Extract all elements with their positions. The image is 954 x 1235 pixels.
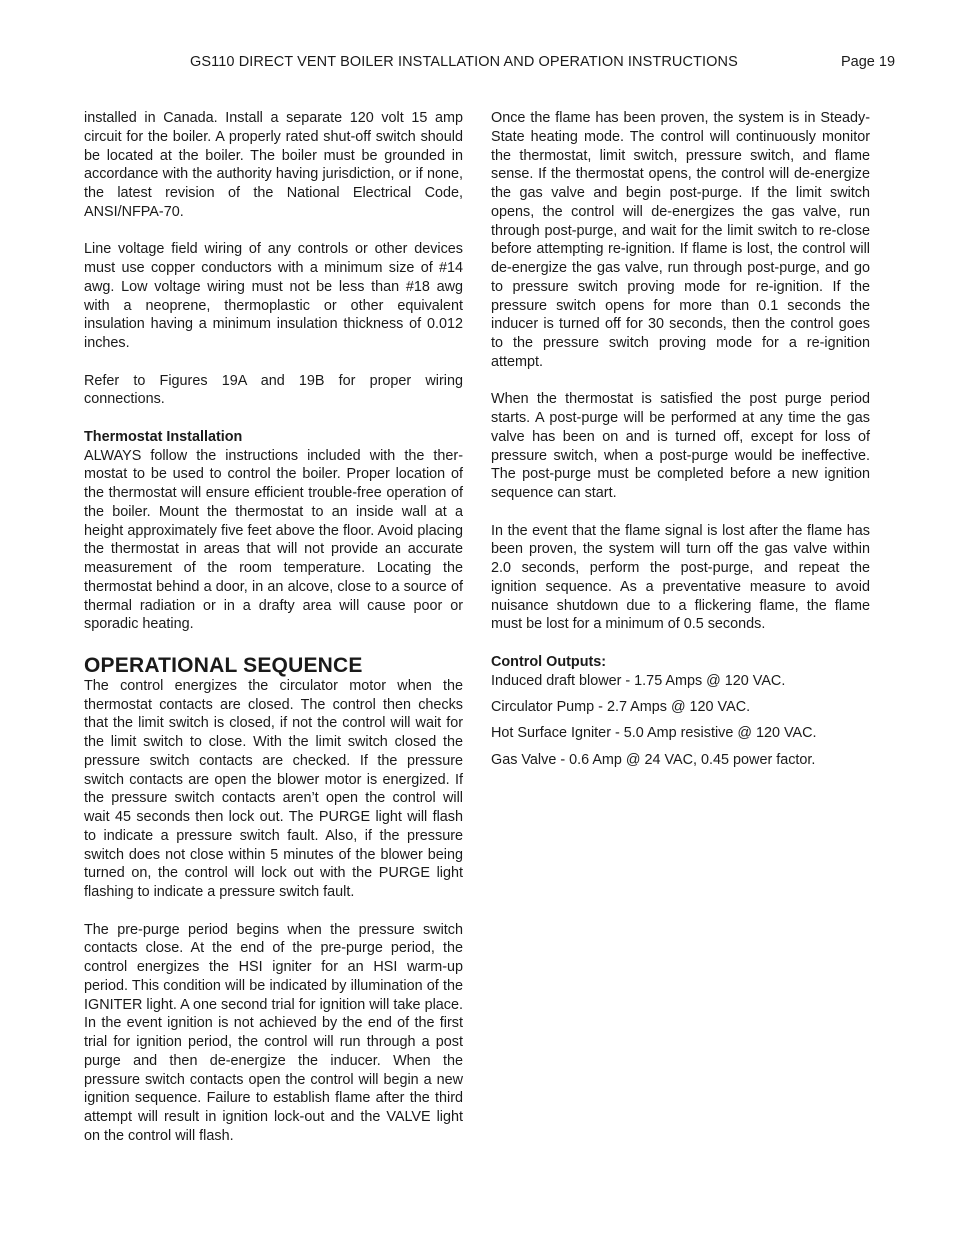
sequence-paragraph-2: The pre-purge period begins when the pressure switch contacts close. At the end of the pre-purge period, the control energizes the HSI igniter for an HSI warm-up period. This condition will be indicated by illumination of the IGNITER light. A one second trial for ignition will take place. In the event ignition is not achieved by the end of the first trial for ignition period, the control will run through a post purge and then de-energize the inducer. When the pressure switch contacts open the control will begin a new ignition sequence. Failure to establish flame after the third attempt will result in ignition lock-out and the VALVE light on the control will flash. bbox=[84, 921, 463, 1144]
output-item-circulator: Circulator Pump - 2.7 Amps @ 120 VAC. bbox=[491, 698, 751, 715]
left-column bbox=[84, 109, 463, 1164]
steady-state-paragraph: Once the flame has been proven, the system is in Steady-State heating mode. The control will continuously monitor the thermostat, limit switch, pressure switch, and flame sense. If the thermostat opens, the control will de-energize the gas valve and begin post-purge. If the limit switch opens, the control will de-energizes the gas valve, run through post-purge, and wait for the limit switch to re-close before attempting re-ignition. If flame is lost, the control will de-energize the gas valve, run through post-purge, and go to pressure switch proving mode for re-ignition. If the pressure switch opens for more than 0.1 seconds the inducer is turned off for 30 seconds, then the control goes to the pressure switch proving mode for a re-ignition attempt. bbox=[491, 110, 870, 370]
sequence-paragraph-1: The control energizes the circulator motor when the thermostat contacts are closed. The control then checks that the limit switch is closed, if not the control will wait for the limit switch to close. With the limit switch closed the pressure switch contacts are checked. If the pressure switch contacts are open the blower motor is energized. If the pressure switch contacts aren’t open the control will wait 45 seconds then lock out. The PURGE light will flash to indicate a pressure switch fault. Also, if the pressure switch does not close within 5 minutes of the blower being turned on, the control will lock out with the PURGE light flashing to indicate a pressure switch fault. bbox=[84, 677, 463, 900]
output-item-igniter: Hot Surface Igniter - 5.0 Amp resistive @ 120 VAC. bbox=[491, 725, 817, 742]
output-item-gas-valve: Gas Valve - 0.6 Amp @ 24 VAC, 0.45 power factor. bbox=[491, 751, 816, 768]
post-purge-paragraph: When the thermostat is satisfied the post purge period starts. A post-purge will be performed at any time the gas valve has been on and is turned off, except for loss of pressure switch, when a post-purge would be ineffective. The post-purge must be completed before a new ignition sequence can start. bbox=[491, 391, 870, 501]
wiring-paragraph-1: installed in Canada. Install a separate 120 volt 15 amp circuit for the boiler. A properly rated shut-off switch should be located at the boiler. The boiler must be grounded in accordance with the authority having jurisdiction, or if none, the latest revision of the National Electrical Code, ANSI/NFPA-70. bbox=[84, 110, 463, 220]
output-item-blower: Induced draft blower - 1.75 Amps @ 120 VAC. bbox=[491, 672, 786, 689]
wiring-paragraph-2: Line voltage field wiring of any controls or other devices must use copper conductors with a minimum size of #14 awg. Low voltage wiring must not be less than #18 awg with a neoprene, thermoplastic or other equivalent insulation having a minimum insulation thickness of 0.012 inches. bbox=[84, 241, 463, 351]
wiring-paragraph-3: Refer to Figures 19A and 19B for proper wiring connections. bbox=[84, 372, 463, 408]
document-header-title: GS110 DIRECT VENT BOILER INSTALLATION AND OPERATION INSTRUCTIONS bbox=[190, 54, 738, 70]
right-column bbox=[491, 109, 870, 777]
thermostat-heading: Thermostat Installation bbox=[84, 428, 243, 445]
operational-sequence-heading: OPERATIONAL SEQUENCE bbox=[84, 653, 363, 677]
page-number: Page 19 bbox=[841, 54, 896, 70]
control-outputs-heading: Control Outputs: bbox=[491, 653, 607, 670]
flame-loss-paragraph: In the event that the flame signal is lost after the flame has been proven, the system will turn off the gas valve within 2.0 seconds, perform the post-purge, and repeat the ignition sequence. As a preventative measure to avoid nuisance shutdown due to a flickering flame, the flame must be lost for a minimum of 0.5 seconds. bbox=[491, 522, 870, 633]
thermostat-paragraph: ALWAYS follow the instructions included with the thermostat to be used to control the boiler. Proper location of the thermostat will ensure efficient trouble-free operation of the boiler. Mount the thermostat to an inside wall at a height approximately five feet above the floor. Avoid placing the thermostat in areas that will not provide an accurate measurement of the room temperature. Locating the thermostat behind a door, in an alcove, close to a source of thermal radiation or in a drafty area will cause poor or sporadic heating. bbox=[84, 447, 463, 633]
